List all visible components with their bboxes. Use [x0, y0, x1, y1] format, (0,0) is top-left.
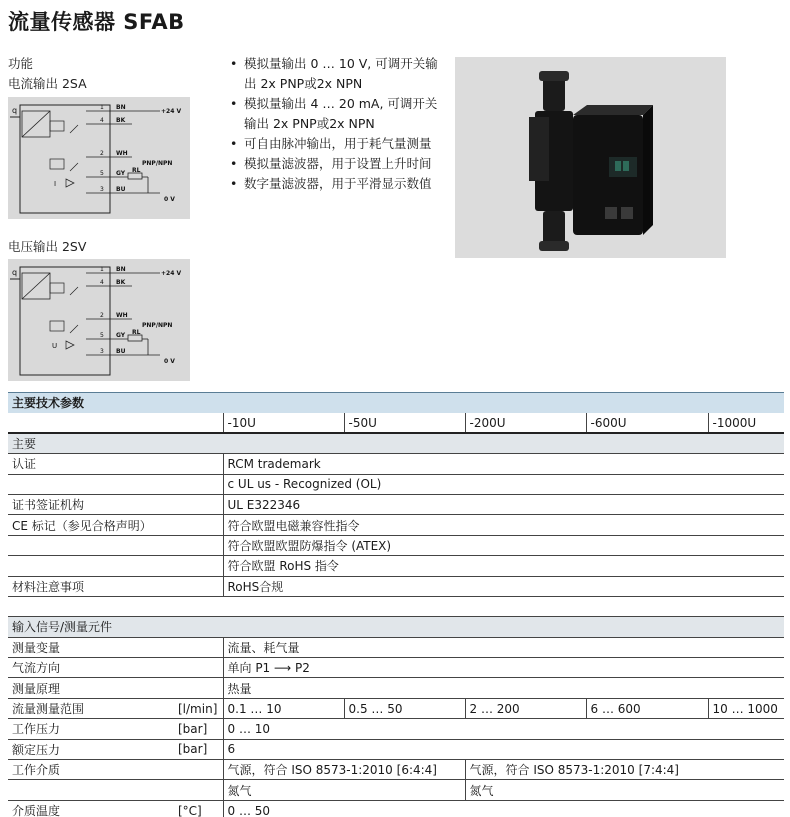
- row-label: 工作压力: [8, 719, 174, 739]
- wire-wh: WH: [116, 150, 128, 157]
- wire-gy: GY: [116, 332, 126, 339]
- ground-label: 0 V: [164, 196, 175, 203]
- column-header: -10U: [223, 413, 344, 433]
- row-unit: [°C]: [174, 800, 223, 817]
- row-label: [8, 556, 223, 576]
- signal-label: U: [52, 342, 58, 350]
- pin-4: 4: [100, 117, 104, 124]
- column-header: -600U: [586, 413, 708, 433]
- row-value: 6 … 600: [586, 698, 708, 718]
- wire-bk: BK: [116, 279, 126, 286]
- wire-bu: BU: [116, 186, 126, 193]
- row-value: 6: [223, 739, 784, 759]
- ground-label: 0 V: [164, 358, 175, 365]
- column-header: -50U: [344, 413, 465, 433]
- row-unit: [bar]: [174, 719, 223, 739]
- section-header: 输入信号/测量元件: [8, 617, 784, 637]
- circuit-diagram-current: [8, 97, 190, 219]
- resistor-label: RL: [132, 167, 141, 174]
- wire-bn: BN: [116, 266, 126, 273]
- page-title: 流量传感器 SFAB: [8, 10, 185, 34]
- row-label: 证书签证机构: [8, 494, 223, 514]
- switch-label: PNP/NPN: [142, 160, 173, 167]
- feature-item: • 模拟量输出 0 … 10 V, 可调开关输出 2x PNP或2x NPN: [230, 54, 445, 94]
- row-value: RoHS合规: [223, 576, 784, 596]
- technical-data-table: [8, 392, 784, 817]
- schematic-voltage-output: [8, 259, 190, 381]
- row-value: 0 … 50: [223, 800, 784, 817]
- wire-bu: BU: [116, 348, 126, 355]
- resistor-label: RL: [132, 329, 141, 336]
- supply-label: +24 V: [161, 108, 182, 115]
- row-label: 测量原理: [8, 678, 223, 698]
- row-value: 0.5 … 50: [344, 698, 465, 718]
- row-label: 认证: [8, 454, 223, 474]
- pin-2: 2: [100, 312, 104, 319]
- row-value: 流量、耗气量: [223, 637, 784, 657]
- row-value: 0.1 … 10: [223, 698, 344, 718]
- pin-2: 2: [100, 150, 104, 157]
- row-value: 单向 P1 ⟶ P2: [223, 658, 784, 678]
- row-value: 2 … 200: [465, 698, 586, 718]
- row-value: 0 … 10: [223, 719, 784, 739]
- input-label: q: [12, 268, 18, 277]
- row-label: 测量变量: [8, 637, 223, 657]
- feature-item: • 数字量滤波器，用于平滑显示数值: [230, 174, 445, 194]
- row-value: 符合欧盟电磁兼容性指令: [223, 515, 784, 535]
- row-value: c UL us - Recognized (OL): [223, 474, 784, 494]
- row-label: 工作介质: [8, 760, 223, 780]
- row-value: 符合欧盟 RoHS 指令: [223, 556, 784, 576]
- switch-label: PNP/NPN: [142, 322, 173, 329]
- supply-label: +24 V: [161, 270, 182, 277]
- table-header: 主要技术参数: [8, 393, 784, 413]
- row-label: CE 标记（参见合格声明）: [8, 515, 223, 535]
- pin-4: 4: [100, 279, 104, 286]
- pin-1: 1: [100, 266, 104, 273]
- feature-list: [230, 54, 445, 194]
- pin-3: 3: [100, 348, 104, 355]
- schematic-current-output: [8, 97, 190, 219]
- row-value: 10 … 1000: [708, 698, 784, 718]
- pin-5: 5: [100, 170, 104, 177]
- row-value: 符合欧盟欧盟防爆指令 (ATEX): [223, 535, 784, 555]
- pin-3: 3: [100, 186, 104, 193]
- row-label: 流量测量范围: [8, 698, 174, 718]
- row-value: 热量: [223, 678, 784, 698]
- row-value: RCM trademark: [223, 454, 784, 474]
- row-label: 材料注意事项: [8, 576, 223, 596]
- column-header: -1000U: [708, 413, 784, 433]
- circuit-diagram-voltage: [8, 259, 190, 381]
- spacer-row: [8, 596, 784, 616]
- product-photo: [455, 57, 726, 258]
- section-header: 主要: [8, 433, 784, 453]
- row-label: [8, 474, 223, 494]
- row-value: 氮气: [223, 780, 465, 800]
- wire-bn: BN: [116, 104, 126, 111]
- row-label: 气流方向: [8, 658, 223, 678]
- pin-5: 5: [100, 332, 104, 339]
- row-label: [8, 780, 223, 800]
- row-unit: [bar]: [174, 739, 223, 759]
- feature-item: • 可自由脉冲输出，用于耗气量测量: [230, 134, 445, 154]
- feature-item: • 模拟量输出 4 … 20 mA, 可调开关输出 2x PNP或2x NPN: [230, 94, 445, 134]
- row-value: 氮气: [465, 780, 784, 800]
- voltage-output-label: 电压输出 2SV: [8, 239, 87, 254]
- wire-wh: WH: [116, 312, 128, 319]
- row-value: 气源，符合 ISO 8573-1:2010 [7:4:4]: [465, 760, 784, 780]
- flow-sensor-image: [455, 57, 726, 258]
- input-label: q: [12, 106, 18, 115]
- row-label: 额定压力: [8, 739, 174, 759]
- wire-bk: BK: [116, 117, 126, 124]
- row-label: 介质温度: [8, 800, 174, 817]
- wire-gy: GY: [116, 170, 126, 177]
- row-value: UL E322346: [223, 494, 784, 514]
- current-output-label: 电流输出 2SA: [8, 76, 87, 91]
- feature-item: • 模拟量滤波器，用于设置上升时间: [230, 154, 445, 174]
- signal-label: I: [54, 180, 57, 188]
- row-unit: [l/min]: [174, 698, 223, 718]
- pin-1: 1: [100, 104, 104, 111]
- function-label: 功能: [8, 56, 34, 71]
- column-header: -200U: [465, 413, 586, 433]
- row-value: 气源，符合 ISO 8573-1:2010 [6:4:4]: [223, 760, 465, 780]
- row-label: [8, 535, 223, 555]
